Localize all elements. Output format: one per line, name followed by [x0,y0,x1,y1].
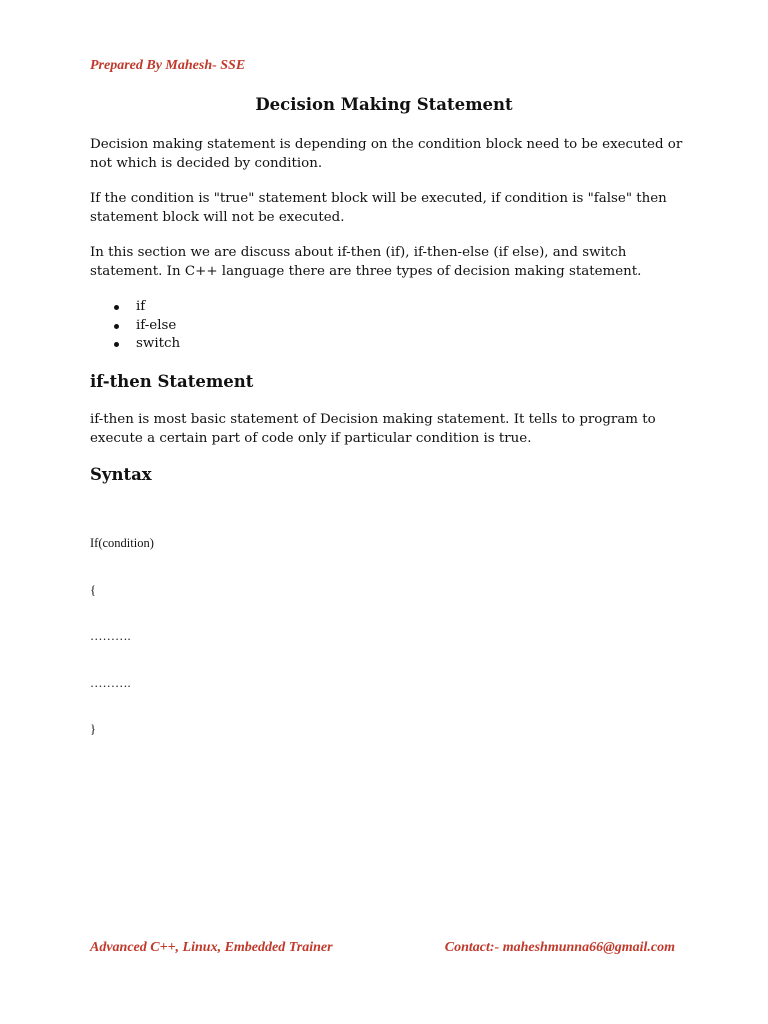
bullet-icon [114,342,119,347]
list-item [112,335,180,354]
bullet-icon [114,324,119,329]
section-overview-paragraph: In this section we are discuss about if-then (if), if-then-else (if else), and switch statement. In C++ language there are three types of decision making statement. [90,245,642,279]
syntax-heading: Syntax [90,465,152,484]
statement-types-list [112,298,180,354]
list-item [112,298,180,317]
prepared-by-note: Prepared By Mahesh- SSE [90,58,246,73]
code-line: { [90,582,96,597]
if-then-heading: if-then Statement [90,372,254,391]
bullet-icon [114,305,119,310]
code-line: } [90,722,96,736]
code-line: If(condition) [90,536,154,550]
list-item-label: if-else [136,317,177,333]
syntax-code-block [90,505,154,769]
list-item-label: switch [136,336,181,351]
page-title: Decision Making Statement [255,95,513,114]
list-item-label: if [136,299,146,314]
footer-contact: Contact:- maheshmunna66@gmail.com [444,940,675,955]
if-then-paragraph: if-then is most basic statement of Decision making statement. It tells to program to execute a certain part of code only if particular condition is true. [90,412,656,446]
code-line: ………. [90,675,131,690]
footer-trainer-note: Advanced C++, Linux, Embedded Trainer [90,940,333,955]
list-item [112,317,180,336]
condition-paragraph: If the condition is "true" statement block will be executed, if condition is "false" then statement block will not be executed. [90,191,667,225]
code-line: ………. [90,629,131,643]
intro-paragraph: Decision making statement is depending on the condition block need to be executed or not which is decided by condition. [90,137,683,171]
